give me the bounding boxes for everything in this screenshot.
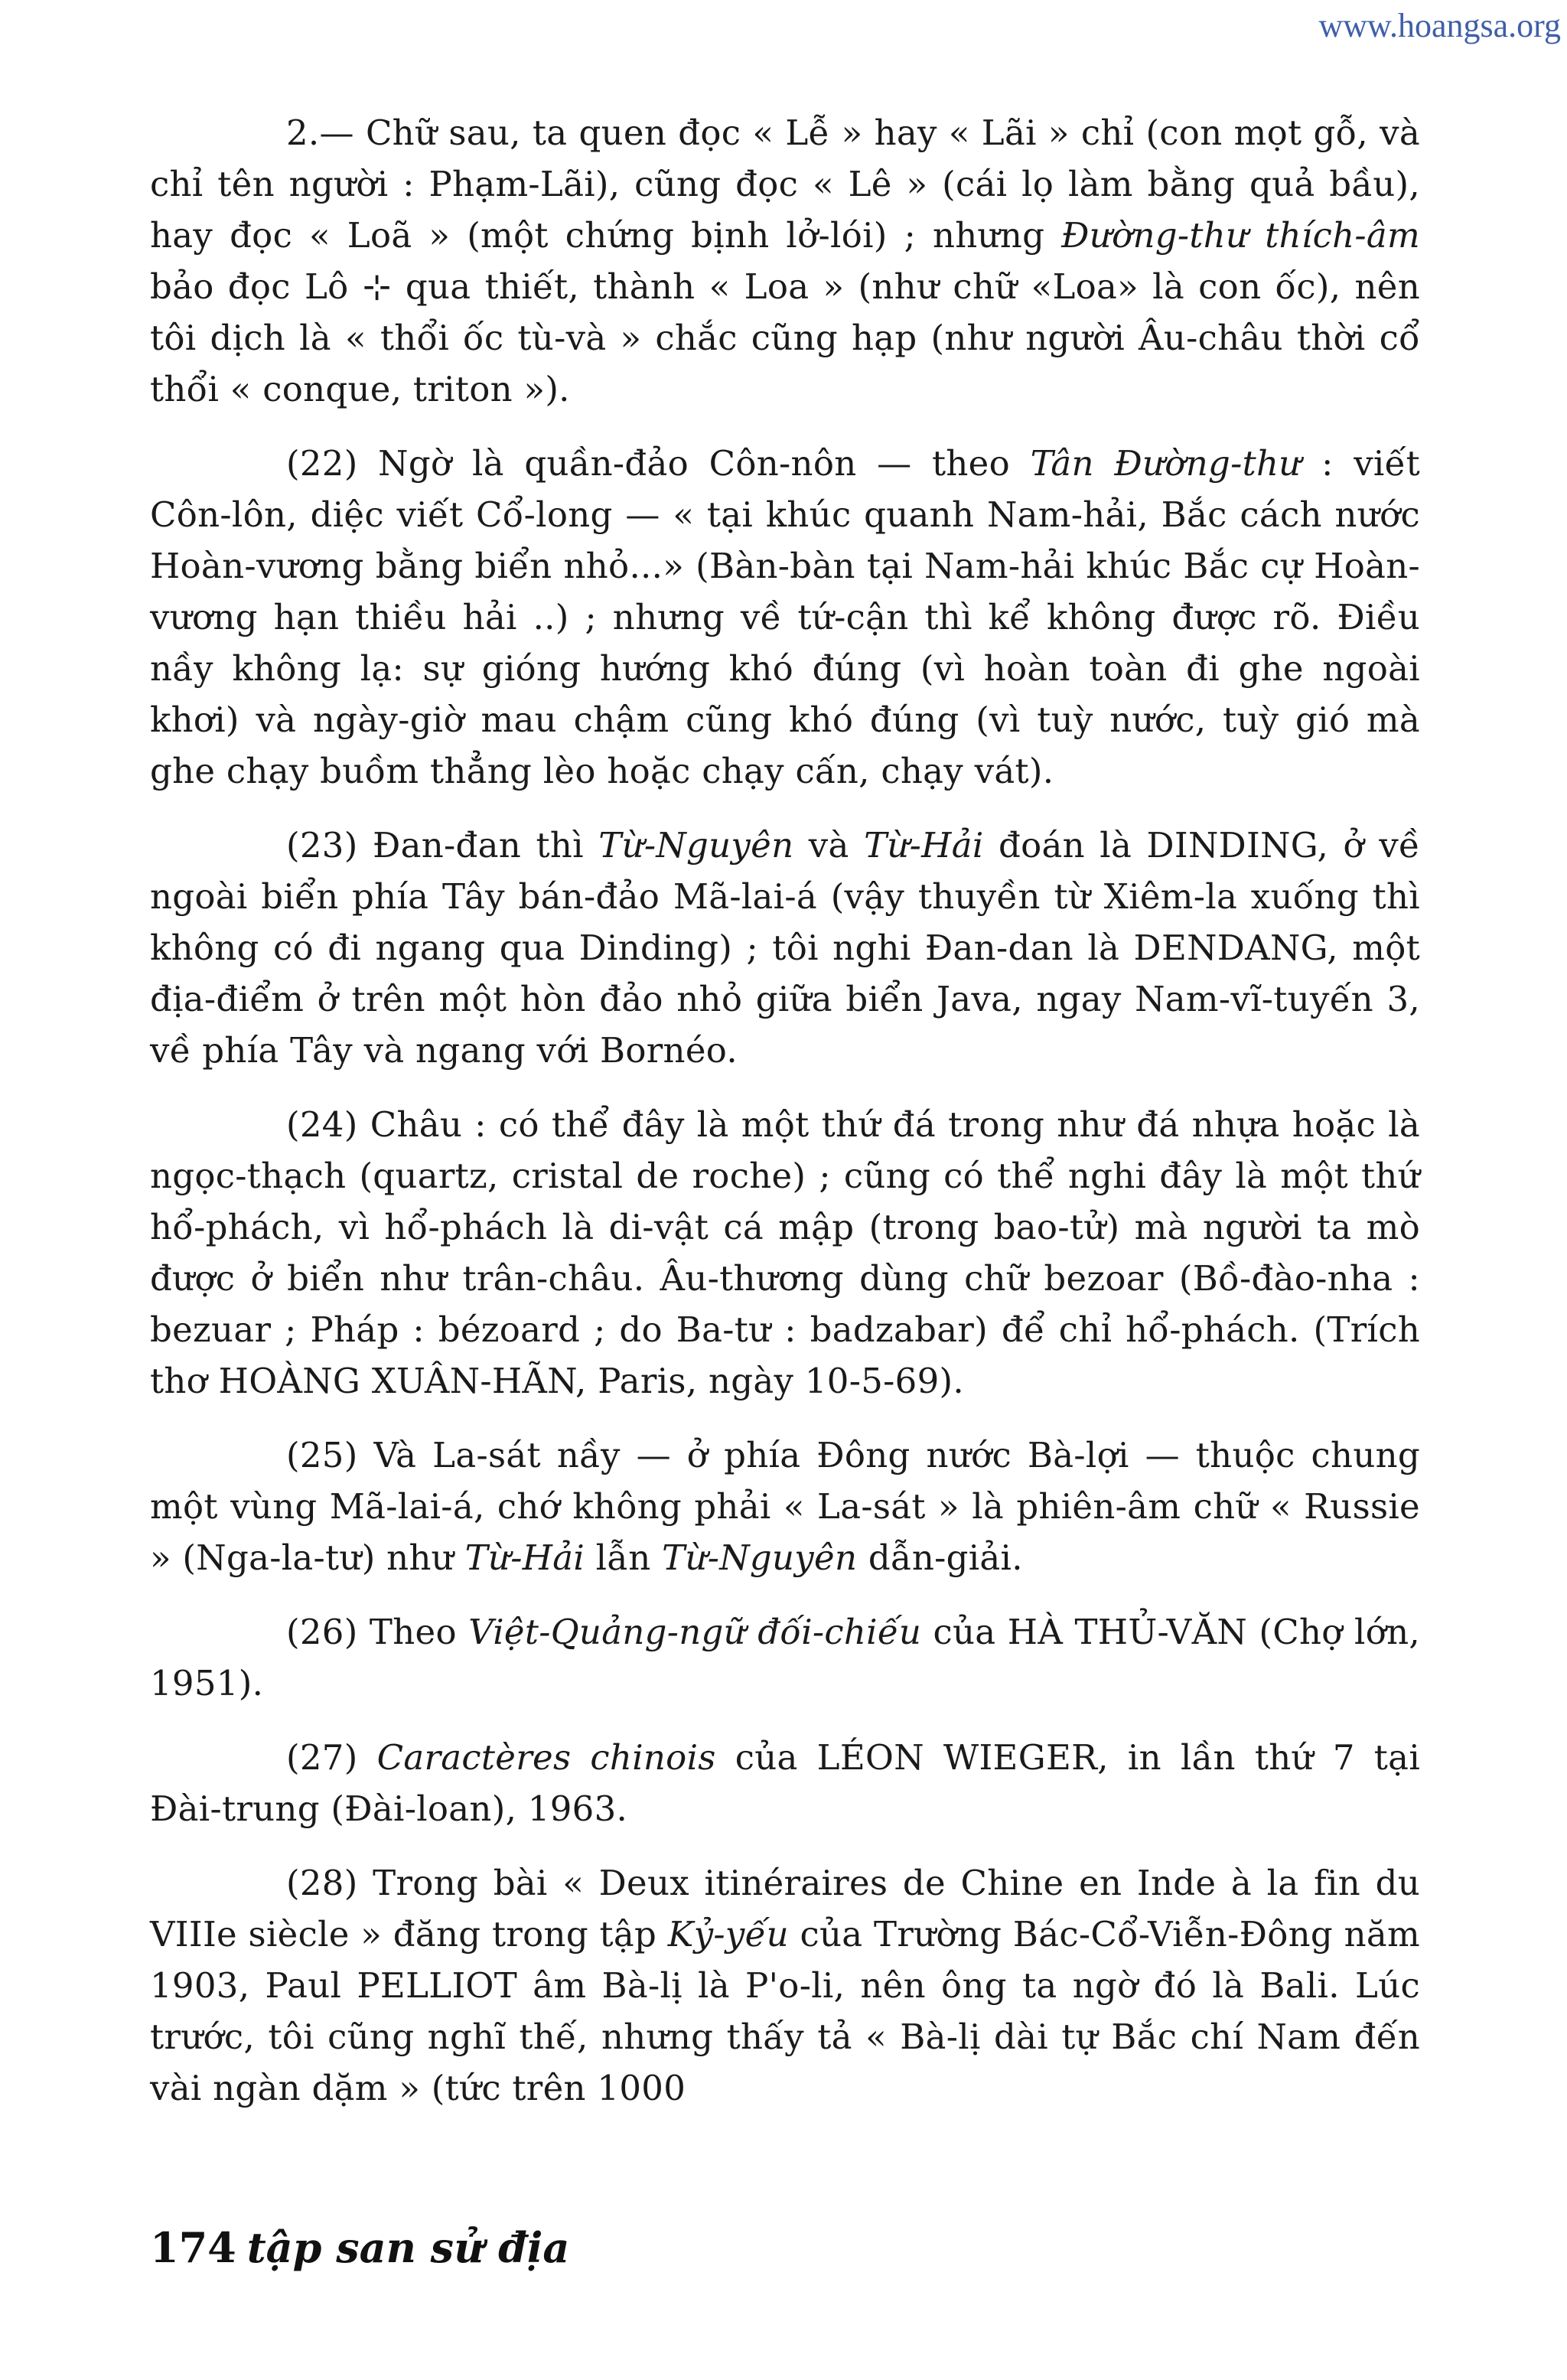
italic-title: Việt-Quảng-ngữ đối-chiếu bbox=[468, 1612, 922, 1652]
text-run: của LÉON WIEGER, in lần thứ 7 tại Đài-trung (Đài-loan), 1963. bbox=[150, 1737, 1421, 1829]
text-run: bảo đọc Lô ⊹ qua thiết, thành « Loa » (như chữ «Loa» là con ốc), nên tôi dịch là « thổi ốc tù-và » chắc cũng hạp (như người Âu-châu thời cổ thổi « conque, triton »). bbox=[150, 266, 1420, 409]
text-run: (25) Và La-sát nầy — ở phía Đông nước Bà-lợi — thuộc chung một vùng Mã-lai-á, chớ không phải « La-sát » là phiên-âm chữ « Russie » (Nga-la-tư) như bbox=[150, 1435, 1420, 1578]
magazine-name: tập san sử địa bbox=[246, 2223, 570, 2272]
paragraph bbox=[150, 820, 1420, 1076]
text-run: của HÀ THỦ-VĂN (Chợ lớn, 1951). bbox=[150, 1612, 1421, 1703]
paragraph bbox=[150, 1606, 1420, 1709]
text-run: 2.— Chữ sau, ta quen đọc « Lễ » hay « Lãi » chỉ (con mọt gỗ, và chỉ tên người : Phạm-Lãi), cũng đọc « Lê » (cái lọ làm bằng quả bầu), hay đọc « Loã » (một chứng bịnh lở-lói) ; nhưng bbox=[150, 112, 1420, 256]
text-run: đoán là DINDING, ở về ngoài biển phía Tây bán-đảo Mã-lai-á (vậy thuyền từ Xiêm-la xuống thì không có đi ngang qua Dinding) ; tôi nghi Đan-dan là DENDANG, một địa-điểm ở trên một hòn đảo nhỏ giữa biển Java, ngay Nam-vĩ-tuyến 3, về phía Tây và ngang với Bornéo. bbox=[150, 825, 1421, 1071]
text-run: : viết Côn-lôn, diệc viết Cổ-long — « tại khúc quanh Nam-hải, Bắc cách nước Hoàn-vương bằng biển nhỏ...» (Bàn-bàn tại Nam-hải khúc Bắc cự Hoàn-vương hạn thiều hải ..) ; nhưng về tứ-cận thì kể không được rõ. Điều nầy không lạ: sự gióng hướng khó đúng (vì hoàn toàn đi ghe ngoài khơi) và ngày-giờ mau chậm cũng khó đúng (vì tuỳ nước, tuỳ gió mà ghe chạy buồm thẳng lèo hoặc chạy cấn, chạy vát). bbox=[150, 443, 1420, 791]
text-run: (28) Trong bài « Deux itinéraires de Chine en Inde à la fin du VIIIe siècle » đăng trong tập bbox=[150, 1863, 1420, 1955]
italic-title: Đường-thư thích-âm bbox=[1061, 215, 1420, 256]
italic-title: Từ-Hải bbox=[464, 1537, 585, 1578]
paragraph bbox=[150, 438, 1420, 797]
paragraph bbox=[150, 1430, 1420, 1583]
italic-title: Tân Đường-thư bbox=[1030, 443, 1301, 484]
text-run: của Trường Bác-Cổ-Viễn-Đông năm 1903, Paul PELLIOT âm Bà-lị là P'o-li, nên ông ta ngờ đó là Bali. Lúc trước, tôi cũng nghĩ thế, nhưng thấy tả « Bà-lị dài tự Bắc chí Nam đến vài ngàn dặm » (tức trên 1000 bbox=[150, 1914, 1420, 2108]
text-run: (24) Châu : có thể đây là một thứ đá trong như đá nhựa hoặc là ngọc-thạch (quartz, cristal de roche) ; cũng có thể nghi đây là một thứ hổ-phách, vì hổ-phách là di-vật cá mập (trong bao-tử) mà người ta mò được ở biển như trân-châu. Âu-thương dùng chữ bezoar (Bồ-đào-nha : bezuar ; Pháp : bézoard ; do Ba-tư : badzabar) để chỉ hổ-phách. (Trích thơ HOÀNG XUÂN-HÃN, Paris, ngày 10-5-69). bbox=[150, 1104, 1420, 1401]
text-run: (27) bbox=[286, 1737, 377, 1778]
italic-title: Kỷ-yếu bbox=[667, 1914, 789, 1955]
paragraph bbox=[150, 107, 1420, 415]
page-footer bbox=[150, 2223, 569, 2272]
page-number: 174 bbox=[150, 2223, 236, 2272]
paragraph bbox=[150, 1857, 1420, 2114]
watermark-url: www.hoangsa.org bbox=[1318, 7, 1561, 44]
italic-title: Caractères chinois bbox=[376, 1737, 716, 1778]
text-run: lẫn bbox=[585, 1537, 663, 1578]
text-run: và bbox=[793, 825, 865, 866]
italic-title: Từ-Hải bbox=[864, 825, 984, 866]
text-run: (26) Theo bbox=[286, 1612, 469, 1652]
text-run: (22) Ngờ là quần-đảo Côn-nôn — theo bbox=[286, 443, 1031, 484]
paragraph bbox=[150, 1732, 1420, 1834]
italic-title: Từ-Nguyên bbox=[598, 825, 794, 866]
paragraph bbox=[150, 1099, 1420, 1407]
text-run: (23) Đan-đan thì bbox=[286, 825, 599, 866]
page-body bbox=[150, 107, 1420, 2137]
italic-title: Từ-Nguyên bbox=[662, 1537, 858, 1578]
text-run: dẫn-giải. bbox=[857, 1537, 1023, 1578]
